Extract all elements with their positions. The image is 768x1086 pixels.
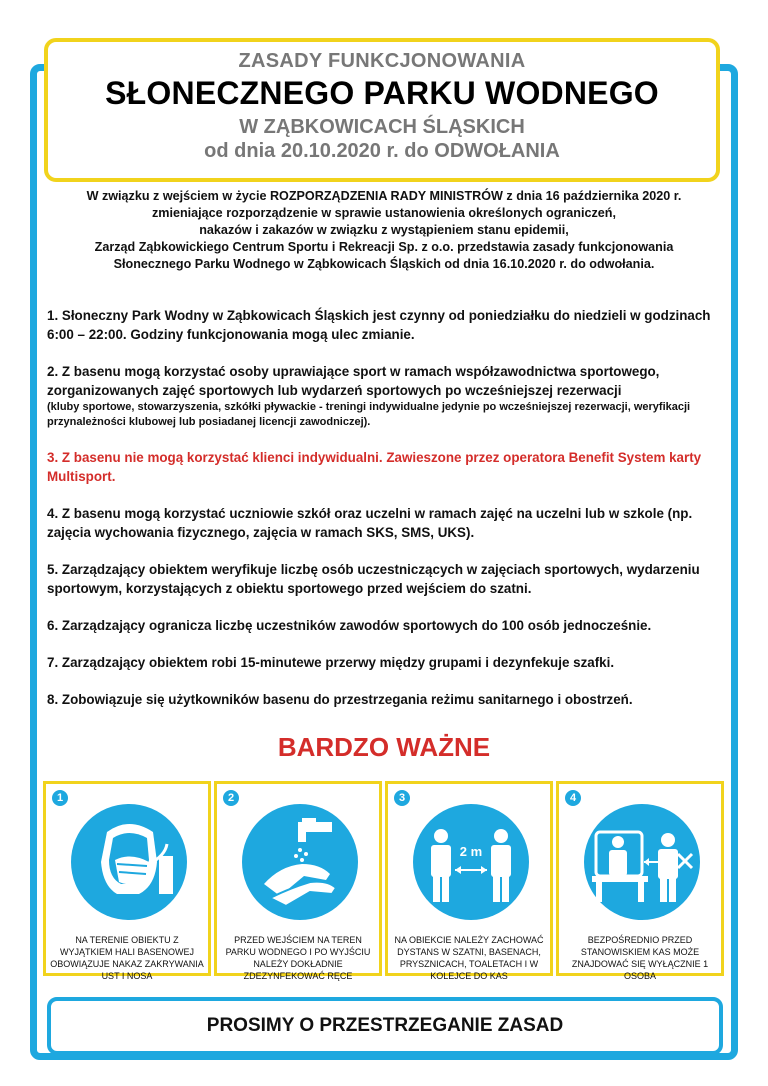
header-location: W ZĄBKOWICACH ŚLĄSKICH [239,116,525,138]
rule-text: 7. Zarządzający obiektem robi 15-minutewe przerwy między grupami i dezynfekuje szafki. [47,655,615,670]
rule-2 [47,362,727,430]
distance-label: 2 m [459,844,483,859]
card-number-badge: 3 [394,790,410,806]
rule-7 [47,653,727,672]
rule-1 [47,306,727,344]
rule-note: (kluby sportowe, stowarzyszenia, szkółki pływackie - treningi indywidualne jedynie po wcześniejszej rezerwacji, weryfikacji przynależności klubowej lub posiadanej licencji zawodniczej). [47,401,691,428]
rule-6 [47,616,727,635]
intro-line: W związku z wejściem w życie ROZPORZĄDZENIA RADY MINISTRÓW z dnia 16 października 2020 r. [86,189,682,203]
rule-3 [47,448,727,486]
info-card-3 [385,781,553,981]
important-heading: BARDZO WAŻNE [277,732,491,762]
card-caption: BEZPOŚREDNIO PRZED STANOWISKIEM KAS MOŻE ZNAJDOWAĆ SIĘ WYŁĄCZNIE 1 OSOBA [571,935,709,981]
intro-line: Zarząd Ząbkowickiego Centrum Sportu i Rekreacji Sp. z o.o. przedstawia zasady funkcjonowania [94,240,674,254]
header-date-line: od dnia 20.10.2020 r. do ODWOŁANIA [204,140,560,162]
intro-line: Słonecznego Parku Wodnego w Ząbkowicach Śląskich od dnia 16.10.2020 r. do odwołania. [113,257,655,271]
mask-icon [69,802,189,922]
distance-icon [411,802,531,922]
rule-5 [47,560,727,598]
header-subtitle: ZASADY FUNKCJONOWANIA [238,50,526,72]
card-caption: NA TERENIE OBIEKTU Z WYJĄTKIEM HALI BASENOWEJ OBOWIĄZUJE NAKAZ ZAKRYWANIA UST I NOSA [50,935,204,981]
rule-8 [47,690,727,709]
rule-text: 6. Zarządzający ogranicza liczbę uczestników zawodów sportowych do 100 osób jednocześnie. [47,618,652,633]
rules-list [47,306,727,727]
rule-text: 8. Zobowiązuje się użytkowników basenu do przestrzegania reżimu sanitarnego i obostrzeń. [47,692,633,707]
hand-wash-icon [240,802,360,922]
card-number-badge: 1 [52,790,68,806]
header-title: SŁONECZNEGO PARKU WODNEGO [105,75,659,111]
intro-paragraph [52,188,716,273]
rule-text: 5. Zarządzający obiektem weryfikuje liczbę osób uczestniczących w zajęciach sportowych, wydarzeniu sportowym, korzystających z obiektu sportowego przed wejściem do szatni. [47,562,700,596]
intro-line: zmieniające rozporządzenie w sprawie ustanowienia określonych ograniczeń, [151,206,616,220]
rule-text: 1. Słoneczny Park Wodny w Ząbkowicach Śląskich jest czynny od poniedziałku do niedzieli w godzinach 6:00 – 22:00. Godziny funkcjonowania mogą ulec zmianie. [47,308,711,342]
card-number-badge: 2 [223,790,239,806]
cashier-icon [582,802,702,922]
card-caption: NA OBIEKCIE NALEŻY ZACHOWAĆ DYSTANS W SZATNI, BASENACH, PRYSZNICACH, TOALETACH I W KOLEJCE DO KAS [394,935,544,981]
info-card-4 [556,781,724,981]
footer-text: PROSIMY O PRZESTRZEGANIE ZASAD [206,1015,564,1036]
footer-box [47,997,723,1055]
intro-line: nakazów i zakazów w związku z wystąpieniem stanu epidemii, [199,223,569,237]
rule-4 [47,504,727,542]
card-caption: PRZED WEJŚCIEM NA TEREN PARKU WODNEGO I PO WYJŚCIU NALEŻY DOKŁADNIE ZDEZYNFEKOWAĆ RĘCE [225,935,371,981]
rule-text: 4. Z basenu mogą korzystać uczniowie szkół oraz uczelni w ramach zajęć na uczelni lub w szkole (np. zajęcia wychowania fizycznego, zajęcia w ramach SKS, SMS, UKS). [47,506,693,540]
info-card-1 [43,781,211,981]
card-number-badge: 4 [565,790,581,806]
info-card-2 [214,781,382,981]
header-box [44,38,720,182]
rule-text: 2. Z basenu mogą korzystać osoby uprawiające sport w ramach współzawodnictwa sportowego, zorganizowanych zajęć sportowych lub wydarzeń sportowych po wcześniejszej rezerwacji [47,364,660,398]
rule-text: 3. Z basenu nie mogą korzystać klienci indywidualni. Zawieszone przez operatora Benefit System karty Multisport. [47,450,702,484]
